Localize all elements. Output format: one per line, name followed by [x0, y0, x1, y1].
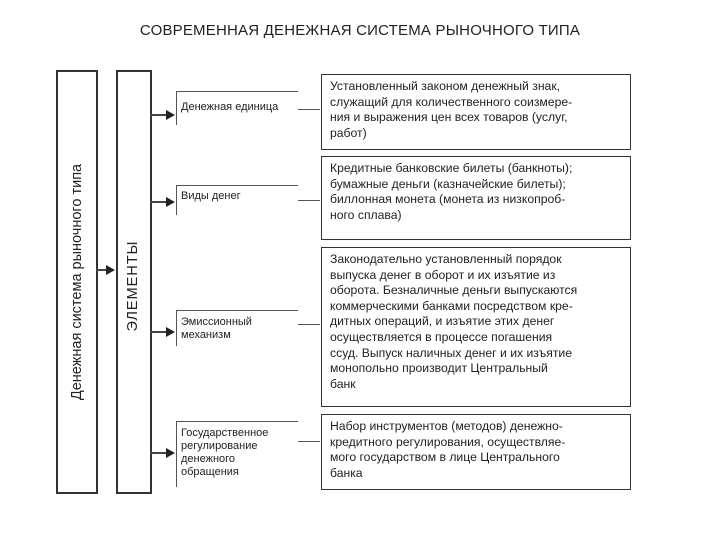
elements-label: ЭЛЕМЕНТЫ [125, 240, 141, 332]
item-description-emission-mechanism: Законодательно установленный порядок выпуска денег в оборот и их изъятие из оборота. Безналичные деньги выпускаются коммерческими банками посредством кре- дитных операций, и изъятие этих денег осуществляется в процессе погашения ссуд. Выпуск наличных денег и их изъятие монопольно производит Центральный банк [321, 247, 631, 407]
item-arrow-head [166, 327, 175, 337]
item-label-money-types: Виды денег [181, 190, 241, 202]
item-bracket-left [176, 91, 177, 125]
item-arrow-head [166, 110, 175, 120]
item-bracket-top [176, 185, 298, 186]
item-connector [298, 200, 320, 201]
item-description-state-regulation: Набор инструментов (методов) денежно- кредитного регулирования, осуществляе- мого государством в лице Центрального банка [321, 414, 631, 490]
item-description-currency-unit: Установленный законом денежный знак, служащий для количественного соизмере- ния и выражения цен всех товаров (услуг, работ) [321, 74, 631, 150]
system-connector-arrow [106, 265, 115, 275]
item-label-state-regulation: Государственное регулирование денежного обращения [181, 427, 269, 478]
item-arrow-head [166, 448, 175, 458]
item-bracket-top [176, 91, 298, 92]
item-description-money-types: Кредитные банковские билеты (банкноты); бумажные деньги (казначейские билеты); биллонная монета (монета из низкопроб- ного сплава) [321, 156, 631, 240]
item-connector [298, 324, 320, 325]
item-arrow-head [166, 197, 175, 207]
item-bracket-left [176, 185, 177, 215]
item-label-currency-unit: Денежная единица [181, 101, 279, 113]
item-bracket-top [176, 421, 298, 422]
page-title: СОВРЕМЕННАЯ ДЕНЕЖНАЯ СИСТЕМА РЫНОЧНОГО ТИПА [139, 22, 581, 39]
system-label: Денежная система рыночного типа [69, 163, 85, 401]
item-bracket-top [176, 310, 298, 311]
item-bracket-left [176, 310, 177, 346]
item-label-emission-mechanism: Эмиссионный механизм [181, 316, 252, 341]
item-connector [298, 109, 320, 110]
item-bracket-left [176, 421, 177, 487]
item-connector [298, 441, 320, 442]
